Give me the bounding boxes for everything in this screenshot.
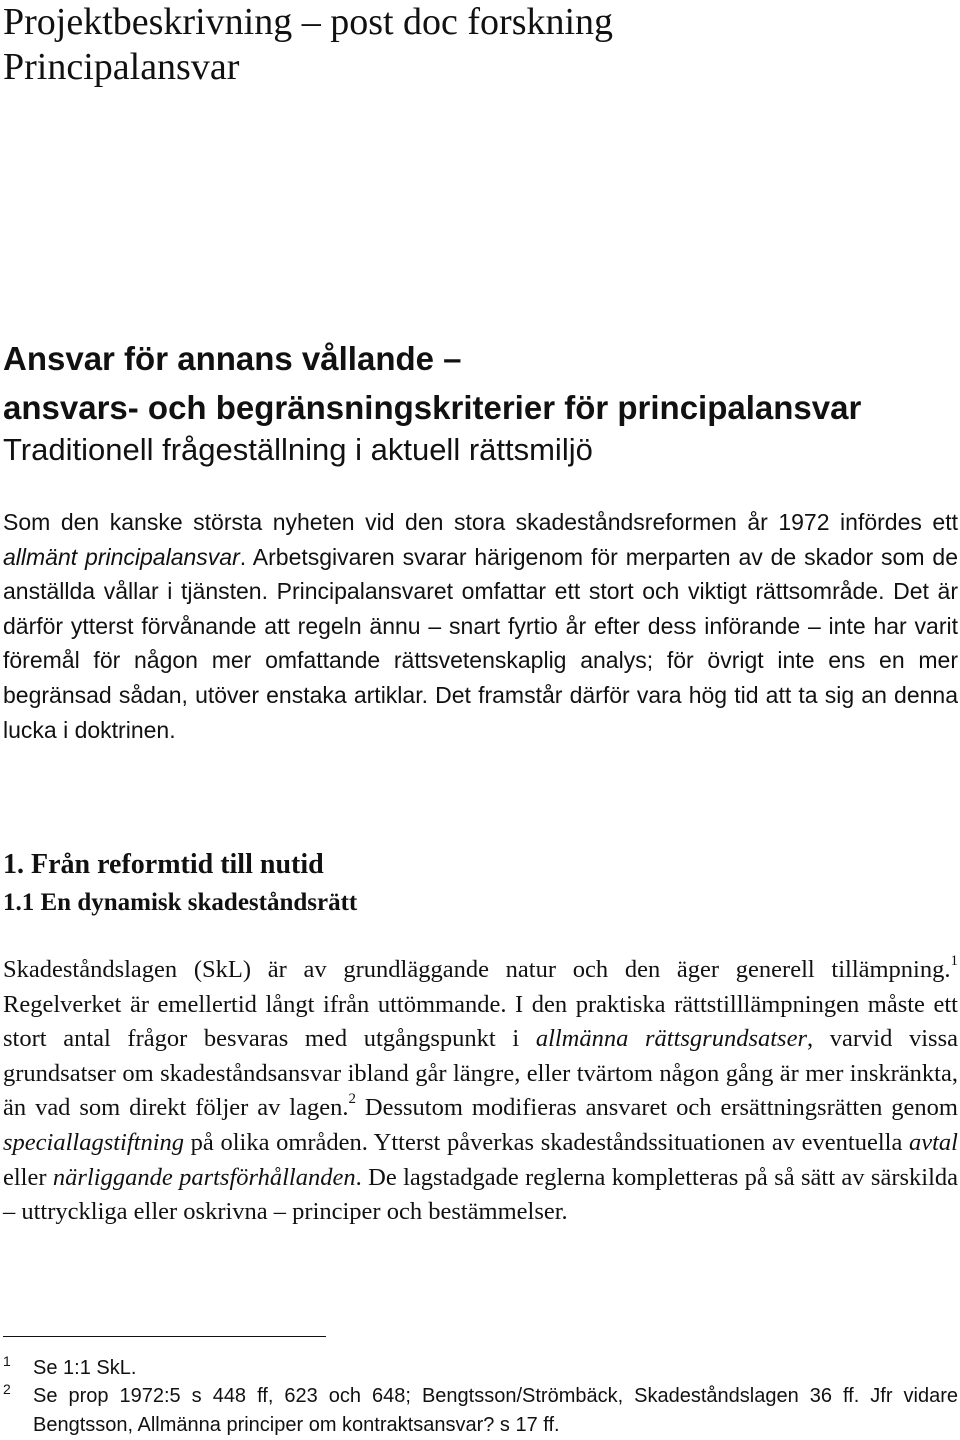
document-subtitle: Principalansvar: [3, 46, 240, 88]
footnote-2-text: Se prop 1972:5 s 448 ff, 623 och 648; Bengtsson/Strömbäck, Skadeståndslagen 36 ff. Jfr vidare Bengtsson, Allmänna principer om kontraktsansvar? s 17 ff.: [33, 1385, 958, 1436]
main-heading-line-3: Traditionell frågeställning i aktuell rättsmiljö: [3, 432, 593, 467]
footnote-1-text: Se 1:1 SkL.: [33, 1357, 137, 1379]
body-text-7: . De lagstadgade reglerna kompletteras på så sätt av särskilda – uttryckliga eller oskrivna – principer och bestämmelser.: [3, 1163, 958, 1226]
body-paragraph: [3, 953, 958, 1230]
body-emphasis-1: allmänna rättsgrundsatser: [535, 1025, 808, 1053]
body-emphasis-3: avtal: [909, 1128, 958, 1156]
body-text-6: eller: [3, 1163, 53, 1191]
section-heading: 1. Från reformtid till nutid: [3, 849, 324, 880]
main-heading-line-1: Ansvar för annans vållande –: [3, 340, 462, 377]
body-emphasis-4: närliggande partsförhållanden: [52, 1163, 356, 1191]
footnote-divider: [3, 1336, 326, 1337]
footnote-1: [3, 1354, 958, 1383]
footnote-2: [3, 1382, 958, 1439]
footnote-ref-2[interactable]: 2: [348, 1091, 356, 1108]
body-text-5: på olika områden. Ytterst påverkas skadeståndssituationen av eventuella: [184, 1128, 909, 1156]
document-title: Projektbeskrivning – post doc forskning: [3, 1, 614, 43]
footnote-ref-1[interactable]: 1: [950, 952, 958, 969]
main-heading-line-2: ansvars- och begränsningskriterier för principalansvar: [3, 389, 862, 426]
body-text-4: Dessutom modifieras ansvaret och ersättningsrätten genom: [355, 1094, 958, 1122]
footnote-1-mark: 1: [3, 1353, 11, 1369]
subsection-heading: 1.1 En dynamisk skadeståndsrätt: [3, 889, 358, 916]
intro-text-1: Som den kanske största nyheten vid den stora skadeståndsreformen år 1972 infördes ett: [3, 509, 958, 535]
body-emphasis-2: speciallagstiftning: [3, 1128, 185, 1156]
intro-paragraph: [3, 505, 958, 747]
footnote-2-mark: 2: [3, 1381, 11, 1397]
body-text-2: Regelverket är emellertid långt ifrån uttömmande. I den praktiska rättstilllämpningen måste ett stort antal frågor besvaras med utgångspunkt i: [3, 990, 958, 1053]
intro-text-2: . Arbetsgivaren svarar härigenom för merparten av de skador som de anställda vållar i tjänsten. Principalansvaret omfattar ett stort och viktigt rättsområde. Det är därför ytterst förvånande att regeln ännu – snart fyrtio år efter dess införande – inte har varit föremål för någon mer omfattande rättsvetenskaplig analys; för övrigt inte ens en mer begränsad sådan, utöver enstaka artiklar. Det framstår därför vara hög tid att ta sig an denna lucka i doktrinen.: [3, 543, 958, 743]
body-text-3: , varvid vissa grundsatser om skadeståndsansvar ibland går längre, eller tvärtom någon gång är mer inskränkta, än vad som direkt följer av lagen.: [3, 1025, 958, 1122]
body-text-1: Skadeståndslagen (SkL) är av grundläggande natur och den äger generell tillämpning.: [3, 956, 951, 983]
intro-emphasis: allmänt principalansvar: [3, 543, 240, 570]
